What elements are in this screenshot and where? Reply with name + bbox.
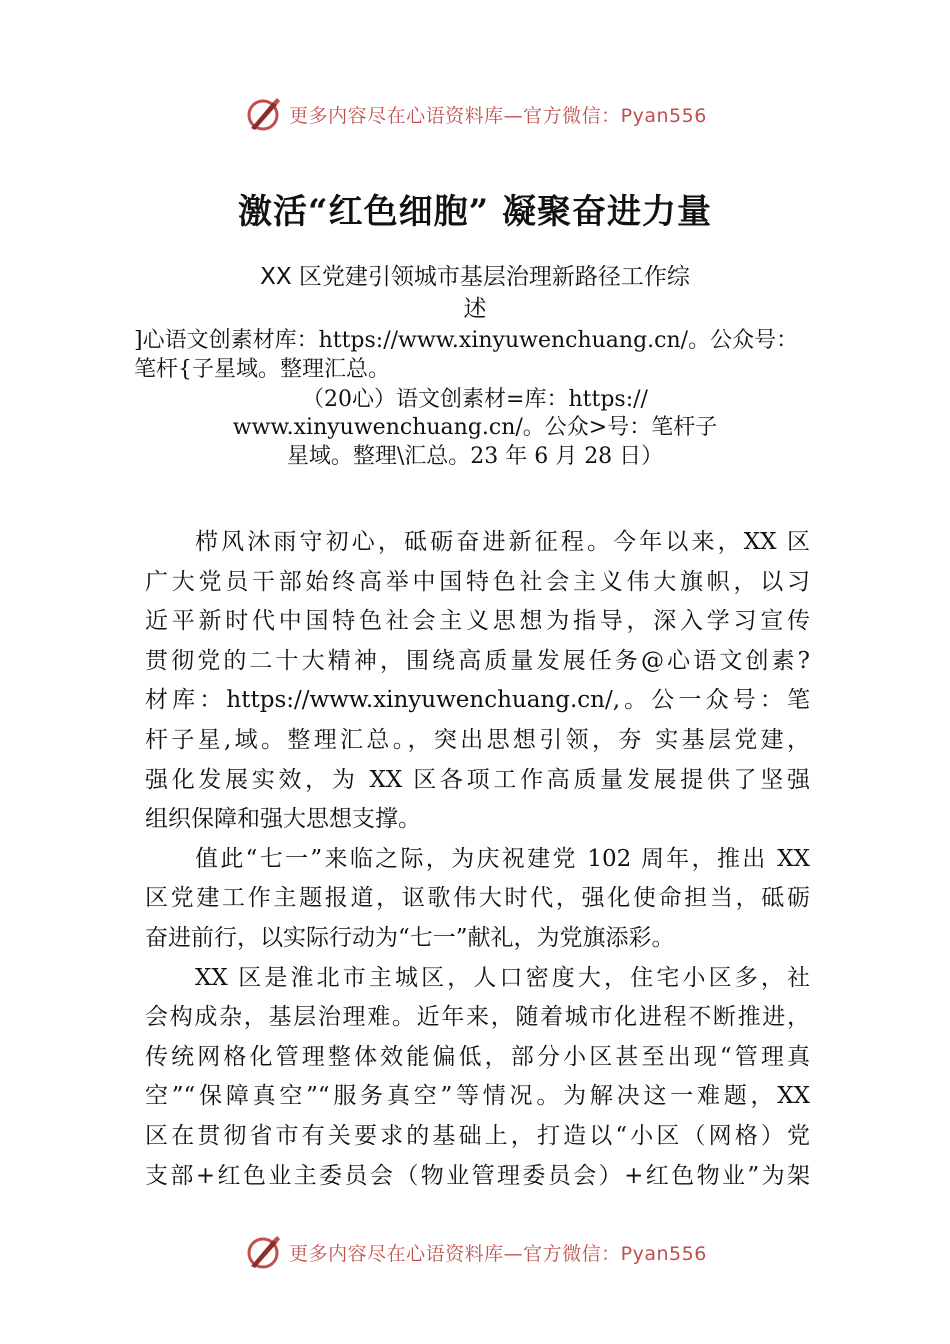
paragraph-1-line: 杆子星,域。整理汇总。，突出思想引领，夯 实基层党建， [145, 726, 810, 753]
paragraph-1-line: 强化发展实效，为 XX 区各项工作高质量发展提供了坚强 [145, 766, 810, 793]
paragraph-1-line: 贯彻党的二十大精神，围绕高质量发展任务@心语文创素? [145, 647, 810, 674]
body-text [145, 524, 810, 1197]
paragraph-1-line: 组织保障和强大思想支撑。 [145, 806, 421, 833]
paragraph-1-line: 广大党员干部始终高举中国特色社会主义伟大旗帜，以习 [145, 568, 810, 595]
source-note-line-1: ]心语文创素材库：https://www.xinyuwenchuang.cn/。公众号： [134, 328, 799, 353]
header-banner [0, 92, 950, 136]
source-note-line-5: 星域。整理\汇总。23 年 6 月 28 日） [286, 444, 664, 469]
paragraph-3-line: 区在贯彻省市有关要求的基础上，打造以“小区（网格）党 [145, 1122, 810, 1149]
paragraph-1-line: 材库：https://www.xinyuwenchuang.cn/,。公一众号：笔 [145, 687, 810, 714]
paragraph-3-line: 空”“保障真空”“服务真空”等情况。为解决这一难题，XX [145, 1083, 810, 1110]
source-note-line-4: www.xinyuwenchuang.cn/。公众>号：笔杆子 [232, 415, 718, 440]
paragraph-3-line: 支部+红色业主委员会（物业管理委员会）+红色物业”为架 [145, 1162, 810, 1189]
paragraph-3-line: 传统网格化管理整体效能偏低，部分小区甚至出现“管理真 [145, 1043, 810, 1070]
source-note-line-3: （20心）语文创素材=库：https:// [302, 387, 648, 412]
footer-banner [0, 1230, 950, 1274]
subtitle-line-2: 述 [463, 296, 487, 322]
paragraph-1-line: 栉风沐雨守初心，砥砺奋进新征程。今年以来，XX 区 [195, 529, 810, 555]
paragraph-3-line: 会构成杂，基层治理难。近年来，随着城市化进程不断推进， [145, 1004, 810, 1031]
document-title: 激活“红色细胞” 凝聚奋进力量 [238, 192, 712, 232]
paragraph-3-line: XX 区是淮北市主城区，人口密度大，住宅小区多，社 [195, 964, 810, 991]
footer-banner-text: 更多内容尽在心语资料库—官方微信：Pyan556 [289, 1242, 707, 1265]
paragraph-1-line: 近平新时代中国特色社会主义思想为指导，深入学习宣传 [145, 608, 810, 635]
paragraph-2-line: 区党建工作主题报道，讴歌伟大时代，强化使命担当，砥砺 [145, 885, 810, 912]
paragraph-2-line: 值此“七一”来临之际，为庆祝建党 102 周年，推出 XX [195, 845, 810, 872]
pen-circle-logo-icon [243, 1232, 283, 1272]
paragraph-2-line: 奋进前行，以实际行动为“七一”献礼，为党旗添彩。 [145, 924, 675, 951]
subtitle-line-1: XX 区党建引领城市基层治理新路径工作综 [260, 264, 690, 290]
header-banner-text: 更多内容尽在心语资料库—官方微信：Pyan556 [289, 104, 707, 127]
pen-circle-logo-icon [243, 94, 283, 134]
source-note-line-2: 笔杆{子星域。整理汇总。 [134, 357, 390, 382]
